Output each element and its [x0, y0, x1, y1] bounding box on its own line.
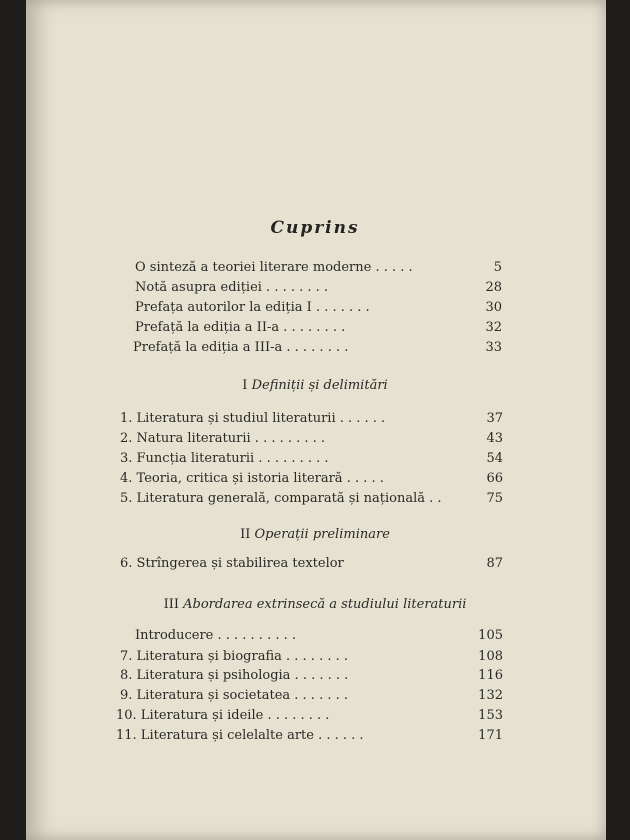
toc-page-number: 37	[486, 411, 503, 426]
toc-page-number: 75	[486, 491, 503, 506]
section-label: Definiții și delimitări	[251, 378, 388, 393]
toc-page-number: 171	[478, 728, 503, 743]
section-numeral: III	[163, 597, 179, 612]
section-heading-2	[0, 527, 630, 543]
toc-entry: 3. Funcția literaturii . . . . . . . . .	[120, 451, 329, 466]
toc-entry: 6. Strîngerea și stabilirea textelor	[120, 556, 344, 571]
toc-entry: 7. Literatura și biografia . . . . . . . .	[120, 649, 348, 664]
toc-entry: 9. Literatura și societatea . . . . . . .	[120, 688, 348, 703]
toc-entry: 11. Literatura și celelalte arte . . . . . .	[116, 728, 364, 743]
toc-page-number: 54	[486, 451, 503, 466]
toc-page-number: 153	[478, 708, 503, 723]
section-label: Operații preliminare	[254, 527, 390, 542]
toc-entry-introduction: Introducere . . . . . . . . . .	[135, 628, 296, 643]
toc-entry: 2. Natura literaturii . . . . . . . . .	[120, 431, 326, 446]
section-numeral: II	[240, 527, 251, 542]
toc-entry: 10. Literatura și ideile . . . . . . . .	[116, 708, 330, 723]
section-heading-1	[0, 378, 630, 394]
toc-entry: 4. Teoria, critica și istoria literară . . . . .	[120, 471, 384, 486]
toc-entry-preface-3: Prefață la ediția a III-a . . . . . . . .	[133, 340, 349, 355]
toc-entry: 5. Literatura generală, comparată și națională . .	[120, 491, 442, 506]
toc-entry-synthesis: O sinteză a teoriei literare moderne . . . . .	[135, 260, 413, 275]
toc-page-number: 32	[485, 320, 502, 335]
toc-page-number: 5	[493, 260, 502, 275]
section-label: Abordarea extrinsecă a studiului literaturii	[183, 597, 467, 612]
toc-page-number: 108	[478, 649, 503, 664]
section-numeral: I	[242, 378, 248, 393]
toc-page-number: 87	[486, 556, 503, 571]
section-heading-3	[0, 597, 630, 613]
toc-entry-preface-2: Prefață la ediția a II-a . . . . . . . .	[135, 320, 346, 335]
toc-entry: 1. Literatura și studiul literaturii . . . . . .	[120, 411, 386, 426]
toc-page-number: 28	[485, 280, 502, 295]
toc-entry: 8. Literatura și psihologia . . . . . . .	[120, 668, 349, 683]
toc-page-number: 30	[485, 300, 502, 315]
toc-page-number: 132	[478, 688, 503, 703]
toc-page-number: 33	[485, 340, 502, 355]
toc-page-number: 43	[486, 431, 503, 446]
toc-entry-preface-1: Prefața autorilor la ediția I . . . . . . .	[135, 300, 370, 315]
toc-entry-note: Notă asupra ediției . . . . . . . .	[135, 280, 329, 295]
toc-page-number: 116	[478, 668, 503, 683]
page-title: Cuprins	[270, 218, 360, 238]
toc-page-number: 105	[478, 628, 503, 643]
toc-page-number: 66	[486, 471, 503, 486]
